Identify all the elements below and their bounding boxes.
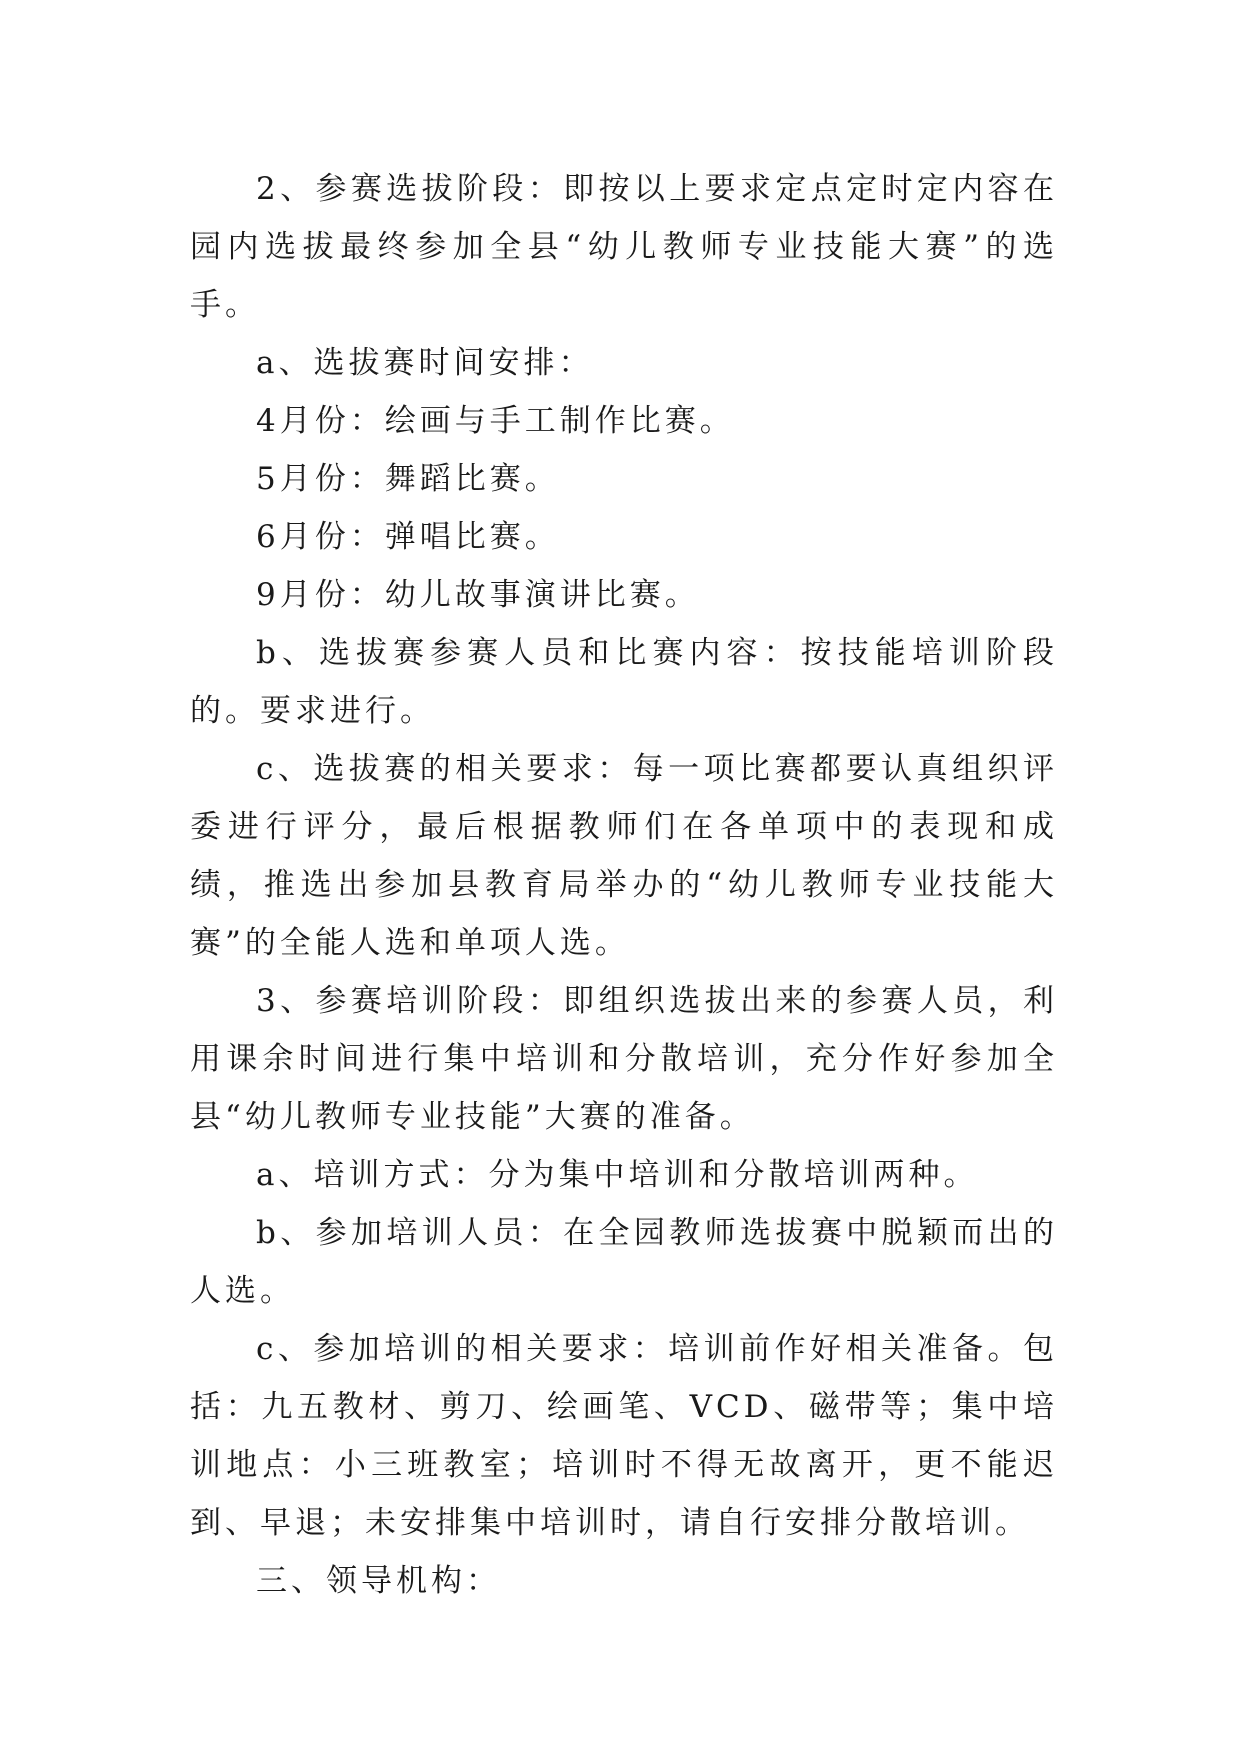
paragraph-may: 5月份：舞蹈比赛。 [256, 461, 560, 497]
paragraph-september: 9月份：幼儿故事演讲比赛。 [256, 577, 700, 613]
paragraph-training-requirements: c、参加培训的相关要求：培训前作好相关准备。包括：九五教材、剪刀、绘画笔、VCD、磁带等；集中培训地点：小三班教室；培训时不得无故离开，更不能迟到、早退；未安排集中培训时，请自行安排分散培训。 [190, 1331, 1058, 1541]
paragraph-stage-3-training: 3、参赛培训阶段：即组织选拔出来的参赛人员，利用课余时间进行集中培训和分散培训，充分作好参加全县“幼儿教师专业技能”大赛的准备。 [190, 983, 1058, 1135]
paragraph-selection-schedule: a、选拔赛时间安排： [256, 345, 594, 381]
document-body [190, 160, 1058, 1610]
paragraph-participants-content: b、选拔赛参赛人员和比赛内容：按技能培训阶段的。要求进行。 [190, 635, 1058, 729]
paragraph-training-participants: b、参加培训人员：在全园教师选拔赛中脱颖而出的人选。 [190, 1215, 1058, 1309]
paragraph-june: 6月份：弹唱比赛。 [256, 519, 560, 555]
paragraph-selection-requirements: c、选拔赛的相关要求：每一项比赛都要认真组织评委进行评分，最后根据教师们在各单项中的表现和成绩，推选出参加县教育局举办的“幼儿教师专业技能大赛”的全能人选和单项人选。 [190, 751, 1058, 961]
paragraph-april: 4月份：绘画与手工制作比赛。 [256, 403, 735, 439]
paragraph-stage-2-selection: 2、参赛选拔阶段：即按以上要求定点定时定内容在园内选拔最终参加全县“幼儿教师专业技能大赛”的选手。 [190, 171, 1058, 323]
paragraph-section-3-heading: 三、领导机构： [256, 1563, 501, 1599]
paragraph-training-method: a、培训方式：分为集中培训和分散培训两种。 [256, 1157, 979, 1193]
